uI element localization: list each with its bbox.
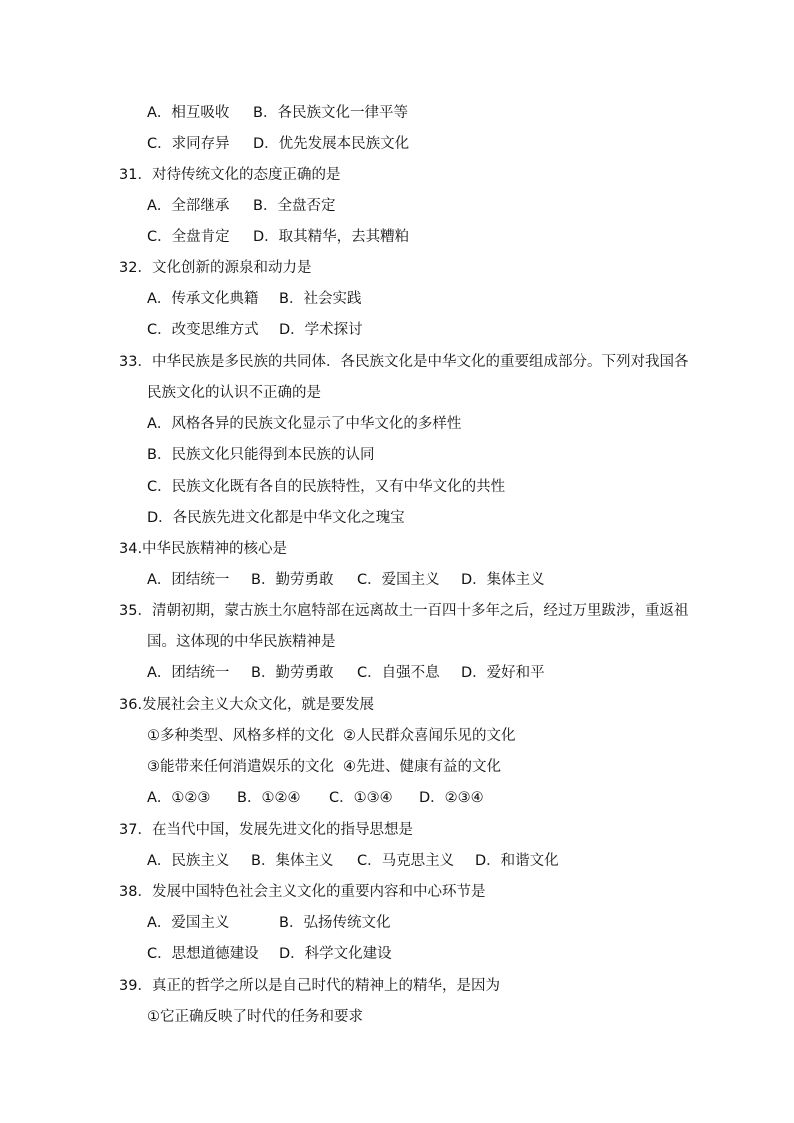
text-segment: D．爱好和平 xyxy=(461,665,545,681)
text-segment: 31．对待传统文化的态度正确的是 xyxy=(119,167,341,183)
text-segment: D．集体主义 xyxy=(461,572,545,588)
text-segment: 国。这体现的中华民族精神是 xyxy=(147,634,336,650)
text-segment: C．改变思维方式 xyxy=(147,322,259,338)
text-segment: C．民族文化既有各自的民族特性，又有中华文化的共性 xyxy=(147,479,506,495)
text-segment: ①多种类型、风格多样的文化 xyxy=(147,728,334,744)
text-segment: A．风格各异的民族文化显示了中华文化的多样性 xyxy=(147,416,462,432)
text-segment: D．取其精华，去其糟粕 xyxy=(253,229,410,245)
text-segment: C．思想道德建设 xyxy=(147,946,259,962)
text-segment: D．学术探讨 xyxy=(279,322,363,338)
text-segment: C．求同存异 xyxy=(147,136,230,152)
text-segment: D．和谐文化 xyxy=(475,853,559,869)
text-segment: C．全盘肯定 xyxy=(147,229,230,245)
text-segment: C．自强不息 xyxy=(357,665,440,681)
text-segment: B．勤劳勇敢 xyxy=(251,572,334,588)
text-segment: A．全部继承 xyxy=(147,198,230,214)
text-segment: 39．真正的哲学之所以是自己时代的精神上的精华，是因为 xyxy=(119,978,500,994)
text-segment: B．勤劳勇敢 xyxy=(251,665,334,681)
text-segment: 37．在当代中国，发展先进文化的指导思想是 xyxy=(119,822,413,838)
text-segment: 34.中华民族精神的核心是 xyxy=(119,541,288,557)
text-segment: D．科学文化建设 xyxy=(279,946,392,962)
text-segment: A．团结统一 xyxy=(147,665,230,681)
text-segment: D．各民族先进文化都是中华文化之瑰宝 xyxy=(147,510,405,526)
text-segment: A．相互吸收 xyxy=(147,105,230,121)
text-segment: C．爱国主义 xyxy=(357,572,440,588)
text-segment: ③能带来任何消遣娱乐的文化 xyxy=(147,759,334,775)
text-segment: C．马克思主义 xyxy=(357,853,455,869)
text-segment: 民族文化的认识不正确的是 xyxy=(147,385,321,401)
text-segment: ②人民群众喜闻乐见的文化 xyxy=(343,728,516,744)
text-segment: B．①②④ xyxy=(237,790,301,806)
text-segment: 36.发展社会主义大众文化，就是要发展 xyxy=(119,697,375,713)
text-segment: ④先进、健康有益的文化 xyxy=(343,759,501,775)
text-segment: D．优先发展本民族文化 xyxy=(253,136,410,152)
text-segment: 35．清朝初期，蒙古族土尔扈特部在远离故土一百四十多年之后，经过万里跋涉，重返祖 xyxy=(119,603,689,619)
text-segment: D．②③④ xyxy=(419,790,484,806)
text-segment: B．民族文化只能得到本民族的认同 xyxy=(147,447,375,463)
text-segment: 33．中华民族是多民族的共同体．各民族文化是中华文化的重要组成部分。下列对我国各 xyxy=(119,354,689,370)
text-segment: 38．发展中国特色社会主义文化的重要内容和中心环节是 xyxy=(119,884,486,900)
text-segment: A．爱国主义 xyxy=(147,915,230,931)
text-segment: ①它正确反映了时代的任务和要求 xyxy=(147,1009,363,1025)
text-segment: A．民族主义 xyxy=(147,853,230,869)
text-segment: A．团结统一 xyxy=(147,572,230,588)
text-segment: 32．文化创新的源泉和动力是 xyxy=(119,260,312,276)
text-segment: A．①②③ xyxy=(147,790,211,806)
text-segment: B．各民族文化一律平等 xyxy=(253,105,408,121)
text-segment: B．弘扬传统文化 xyxy=(279,915,391,931)
text-segment: B．集体主义 xyxy=(251,853,334,869)
text-segment: C．①③④ xyxy=(329,790,393,806)
text-segment: B．全盘否定 xyxy=(253,198,336,214)
text-segment: B．社会实践 xyxy=(279,291,362,307)
text-segment: A．传承文化典籍 xyxy=(147,291,259,307)
